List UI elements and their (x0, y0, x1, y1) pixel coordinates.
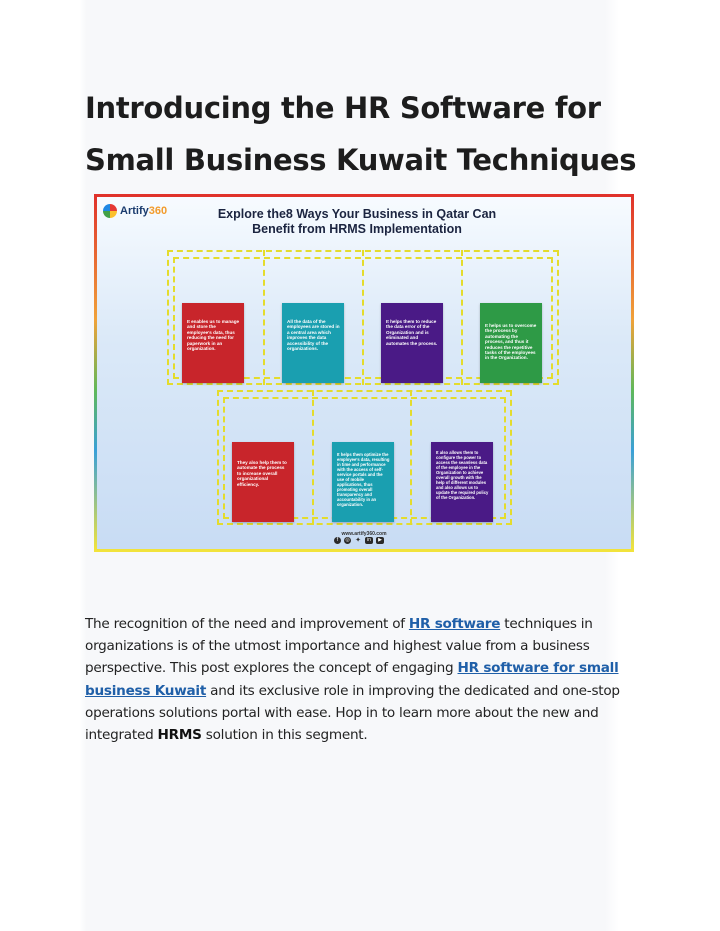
benefit-card (431, 442, 493, 522)
paragraph-text: The recognition of the need and improvement of (85, 616, 409, 632)
linkedin-icon: in (365, 537, 373, 544)
facebook-icon: f (334, 537, 341, 544)
benefit-card (332, 442, 394, 522)
twitter-icon: ✦ (355, 537, 361, 544)
benefit-card-text: It enables us to manage and store the employee's data, thus reducing the need for paperwork in an organization. (187, 319, 240, 352)
paragraph-text: solution in this segment. (201, 727, 368, 744)
artify360-logo (103, 204, 167, 218)
benefit-card-text: It helps them optimize the employee's data, resulting in time and performance with the access of self-service portals and the use of mobile applications, thus promoting overall transparency and accountability in an organization. (337, 452, 390, 507)
page-title: Introducing the HR Software for Small Business Kuwait Techniques (85, 91, 637, 177)
benefit-card-text: They also help them to automate the process to increase overall organizational efficiency. (237, 460, 287, 487)
benefit-card (232, 442, 294, 522)
benefit-card-text: All the data of the employees are stored in a central area which improves the data accessibility of the organizations. (287, 319, 340, 352)
benefit-card (381, 303, 443, 383)
logo-brand: Artify (120, 205, 149, 217)
benefit-card-text: It helps them to reduce the data error of the Organization and is eliminated and automates the process. (386, 319, 438, 346)
paragraph-text: and its exclusive role in improving the dedicated and one-stop operations solutions portal with ease. Hop in to learn more about the new and integrated (85, 682, 620, 744)
benefit-card (480, 303, 542, 383)
hr-software-link[interactable]: HR software (408, 616, 501, 632)
hr-software-small-business-kuwait-link[interactable]: HR software for small business Kuwait (85, 660, 619, 699)
infographic-image (94, 194, 634, 552)
paragraph-text: techniques in organizations is of the utmost importance and highest value from a business perspective. This post explores the concept of engaging (85, 616, 593, 677)
logo-number: 360 (148, 205, 168, 217)
instagram-icon: ◎ (345, 537, 350, 543)
infographic-heading: Explore the8 Ways Your Business in Qatar Can Benefit from HRMS Implementation (217, 207, 497, 236)
benefit-card-text: It helps us to overcome the process by automating the process, and thus it reduces the repetitive tasks of the employees in the Organization. (485, 323, 537, 361)
benefit-card (282, 303, 344, 383)
intro-paragraph (85, 613, 625, 746)
benefit-card-text: It also allows them to configure the power to access the seamless data of the employee in the Organization to achieve overall growth with the help of different modules and also allows us to update the required policy of the Organization. (436, 450, 489, 500)
benefit-card (182, 303, 244, 383)
youtube-icon: ▶ (376, 537, 384, 544)
logo-mark-icon (103, 204, 117, 218)
social-icons (334, 537, 384, 544)
infographic-footer-url: www.artify360.com (341, 531, 387, 537)
hrms-bold-text: HRMS (157, 727, 202, 744)
